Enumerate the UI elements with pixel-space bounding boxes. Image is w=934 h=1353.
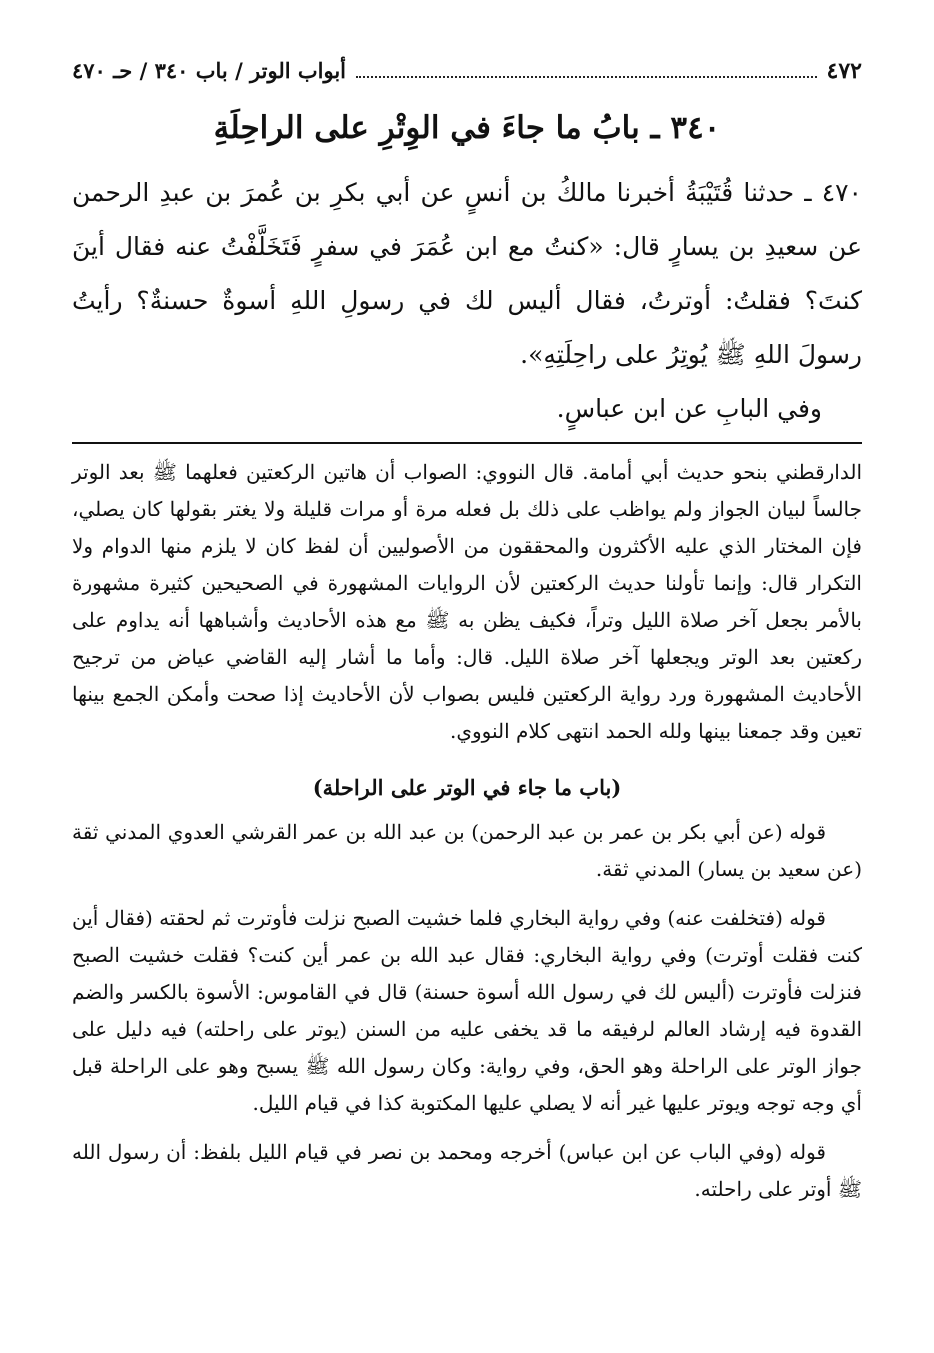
commentary-section-title: (باب ما جاء في الوتر على الراحلة) [312,775,622,800]
footnote-divider [72,442,862,444]
commentary-paragraph: قوله (وفي الباب عن ابن عباس) أخرجه ومحمد بن نصر في قيام الليل بلفظ: أن رسول الله ﷺ أوتر على راحلته. [72,1140,862,1201]
commentary-intro: الدارقطني بنحو حديث أبي أمامة. قال النووي: الصواب أن هاتين الركعتين فعلهما ﷺ بعد الوتر جالساً لبيان الجواز ولم يواظب على ذلك بل فعله مرة أو مرات قليلة ولا يغتر بقولها كان يصلي، فإن المختار الذي عليه الأكثرون والمحققون من الأصوليين أن لفظ كان لا يلزم منها الدوام ولا التكرار قال: وإنما تأولنا حديث الركعتين لأن الروايات المشهورة في الصحيحين كثيرة مشهورة بالأمر بجعل آخر صلاة الليل وتراً، فكيف يظن به ﷺ مع هذه الأحاديث وأشباهها أنه يداوم على ركعتين بعد الوتر ويجعلها آخر صلاة الليل. قال: وأما ما أشار إليه القاضي عياض من ترجيح الأحاديث المشهورة ورد رواية الركعتين فليس بصواب لأن الأحاديث إذا صحت وأمكن الجمع بينها تعين وقد جمعنا بينها ولله الحمد انتهى كلام النووي. [72,460,862,743]
running-header [72,58,862,98]
commentary-paragraph: قوله (فتخلفت عنه) وفي رواية البخاري فلما خشيت الصبح نزلت فأوترت ثم لحقته (فقال أين كنت فقلت أوترت) وفي رواية البخاري: فقال عبد الله بن عمر أين كنت؟ فقلت خشيت الصبح فنزلت فأوترت (أليس لك في رسول الله أسوة حسنة) قال في القاموس: الأسوة بالكسر والضم القدوة فيه إرشاد العالم لرفيقه ما قد يخفى عليه من السنن (يوتر على راحلته) فيه دليل على جواز الوتر على الراحلة وهو الحق، وفي رواية: وكان رسول الله ﷺ يسبح وهو على الراحلة قبل أي وجه توجه ويوتر عليها غير أنه لا يصلي عليها المكتوبة كذا في قيام الليل. [72,906,862,1115]
book-page [72,58,862,1208]
running-title: أبواب الوتر / باب ٣٤٠ / حـ ٤٧٠ [72,58,347,83]
header-dot-leader [356,62,817,78]
hadith-also-in: وفي البابِ عن ابن عباسٍ. [556,394,822,423]
commentary-paragraph: قوله (عن أبي بكر بن عمر بن عبد الرحمن) بن عبد الله بن عمر القرشي العدوي المدني ثقة (عن سعيد بن يسار) المدني ثقة. [72,820,862,881]
chapter-title: ٣٤٠ ـ بابُ ما جاءَ في الوِتْرِ على الراحِلَةِ [213,110,721,146]
hadith-text: ٤٧٠ ـ حدثنا قُتَيْبَةُ أخبرنا مالكُ بن أنسٍ عن أبي بكرِ بن عُمرَ بن عبدِ الرحمن عن سعيدِ بن يسارٍ قال: «كنتُ مع ابن عُمَرَ في سفرٍ فَتَخَلَّفْتُ عنه فقال أينَ كنتَ؟ فقلتُ: أوترتُ، فقال أليس لك في رسولِ اللهِ أسوةٌ حسنةٌ؟ رأيتُ رسولَ اللهِ ﷺ يُوتِرُ على راحِلَتِهِ». [72,178,862,369]
commentary [72,454,862,1208]
page-number: ٤٧٢ [826,58,862,84]
